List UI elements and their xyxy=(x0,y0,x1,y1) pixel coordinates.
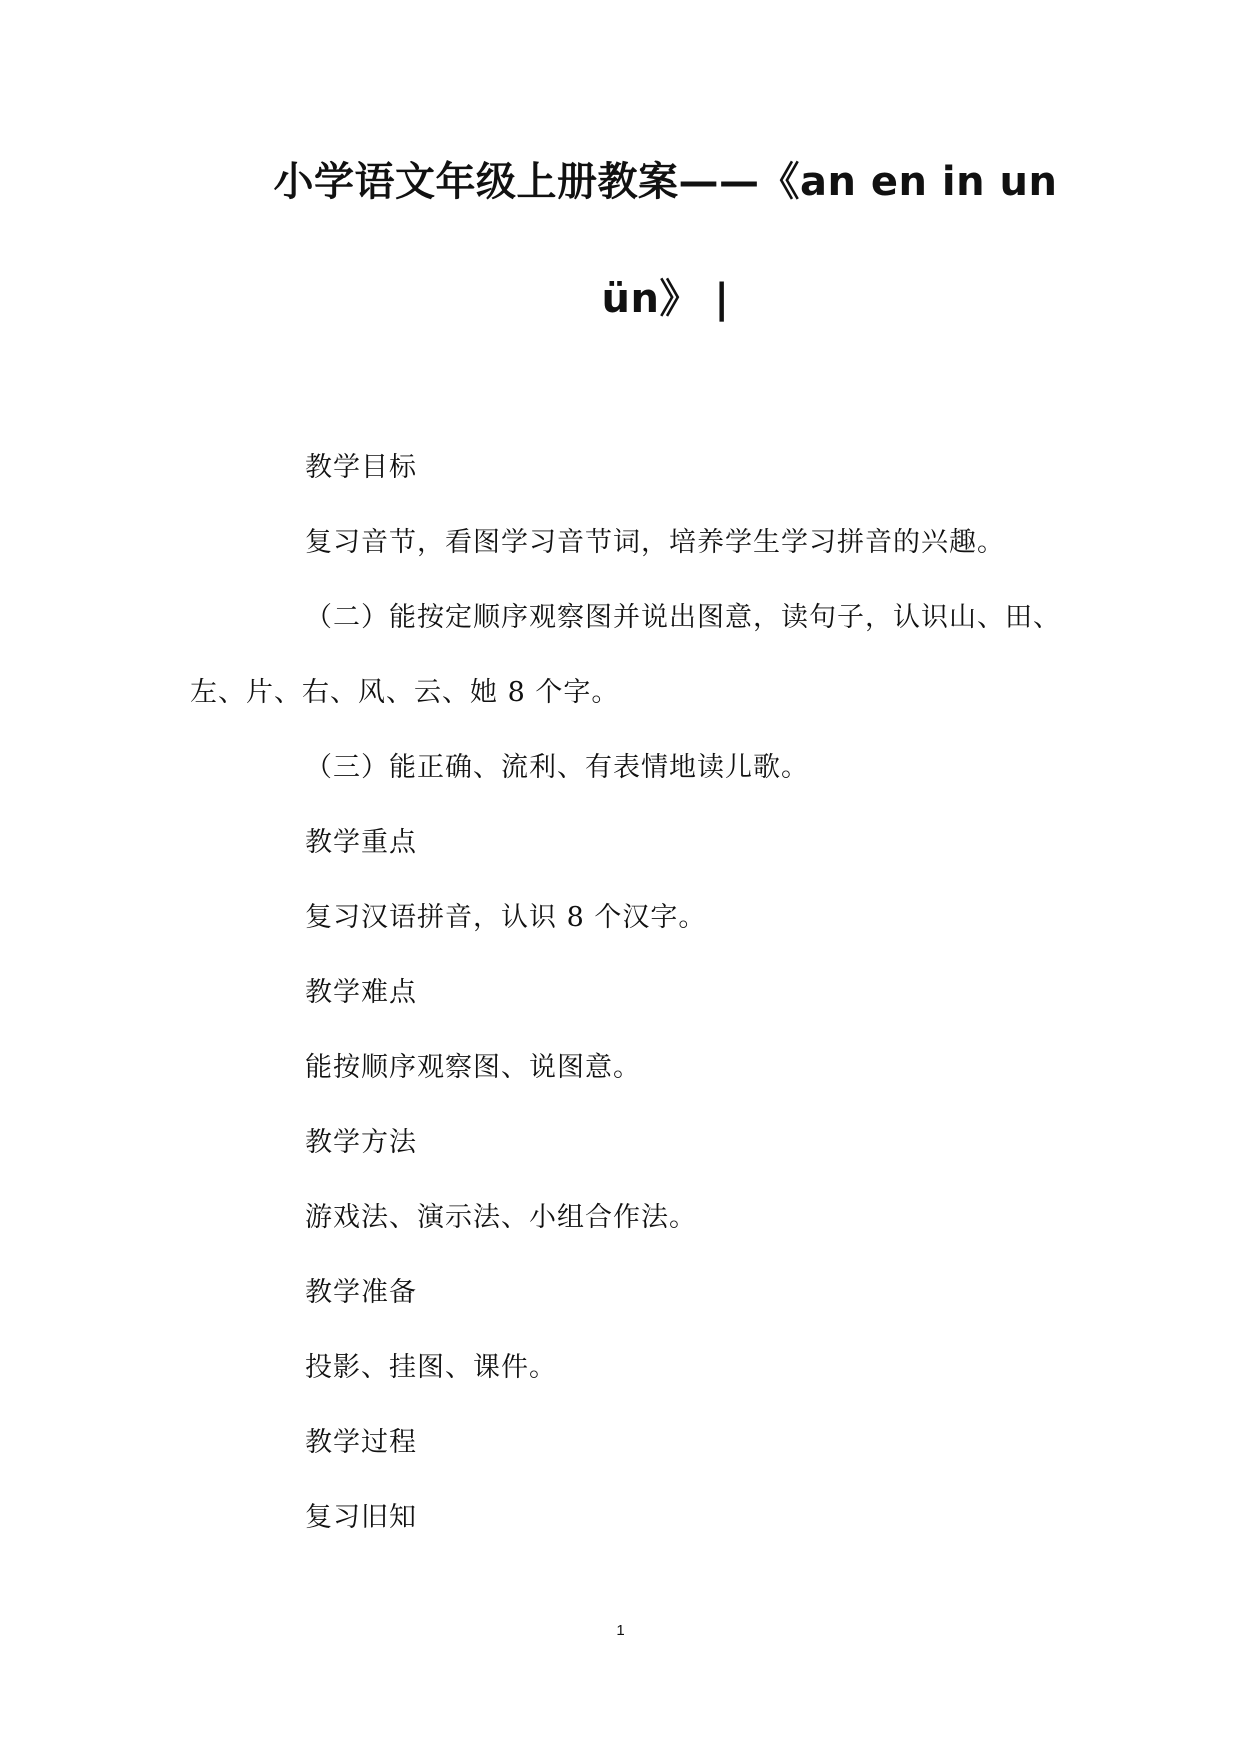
heading-process: 教学过程 xyxy=(305,1427,417,1458)
paragraph-key-points: 复习汉语拼音，认识 8 个汉字。 xyxy=(305,902,707,933)
paragraph-goal-2-continued: 左、片、右、风、云、她 8 个字。 xyxy=(190,677,620,708)
paragraph-goal-1: 复习音节，看图学习音节词，培养学生学习拼音的兴趣。 xyxy=(305,527,1005,558)
heading-teaching-goals: 教学目标 xyxy=(305,452,417,483)
document-title-line-2: ün》 | xyxy=(601,276,730,322)
paragraph-goal-2: （二）能按定顺序观察图并说出图意，读句子，认识山、田、 xyxy=(305,602,1061,633)
heading-preparation: 教学准备 xyxy=(305,1277,417,1308)
page-number: 1 xyxy=(616,1622,625,1639)
document-title-line-1: 小学语文年级上册教案——《an en in un xyxy=(273,159,1058,205)
paragraph-goal-3: （三）能正确、流利、有表情地读儿歌。 xyxy=(305,752,809,783)
paragraph-preparation: 投影、挂图、课件。 xyxy=(305,1352,557,1383)
heading-key-points: 教学重点 xyxy=(305,827,417,858)
heading-difficulties: 教学难点 xyxy=(305,977,417,1008)
paragraph-review: 复习旧知 xyxy=(305,1502,417,1533)
paragraph-difficulties: 能按顺序观察图、说图意。 xyxy=(305,1052,641,1083)
heading-methods: 教学方法 xyxy=(305,1127,417,1158)
paragraph-methods: 游戏法、演示法、小组合作法。 xyxy=(305,1202,697,1233)
